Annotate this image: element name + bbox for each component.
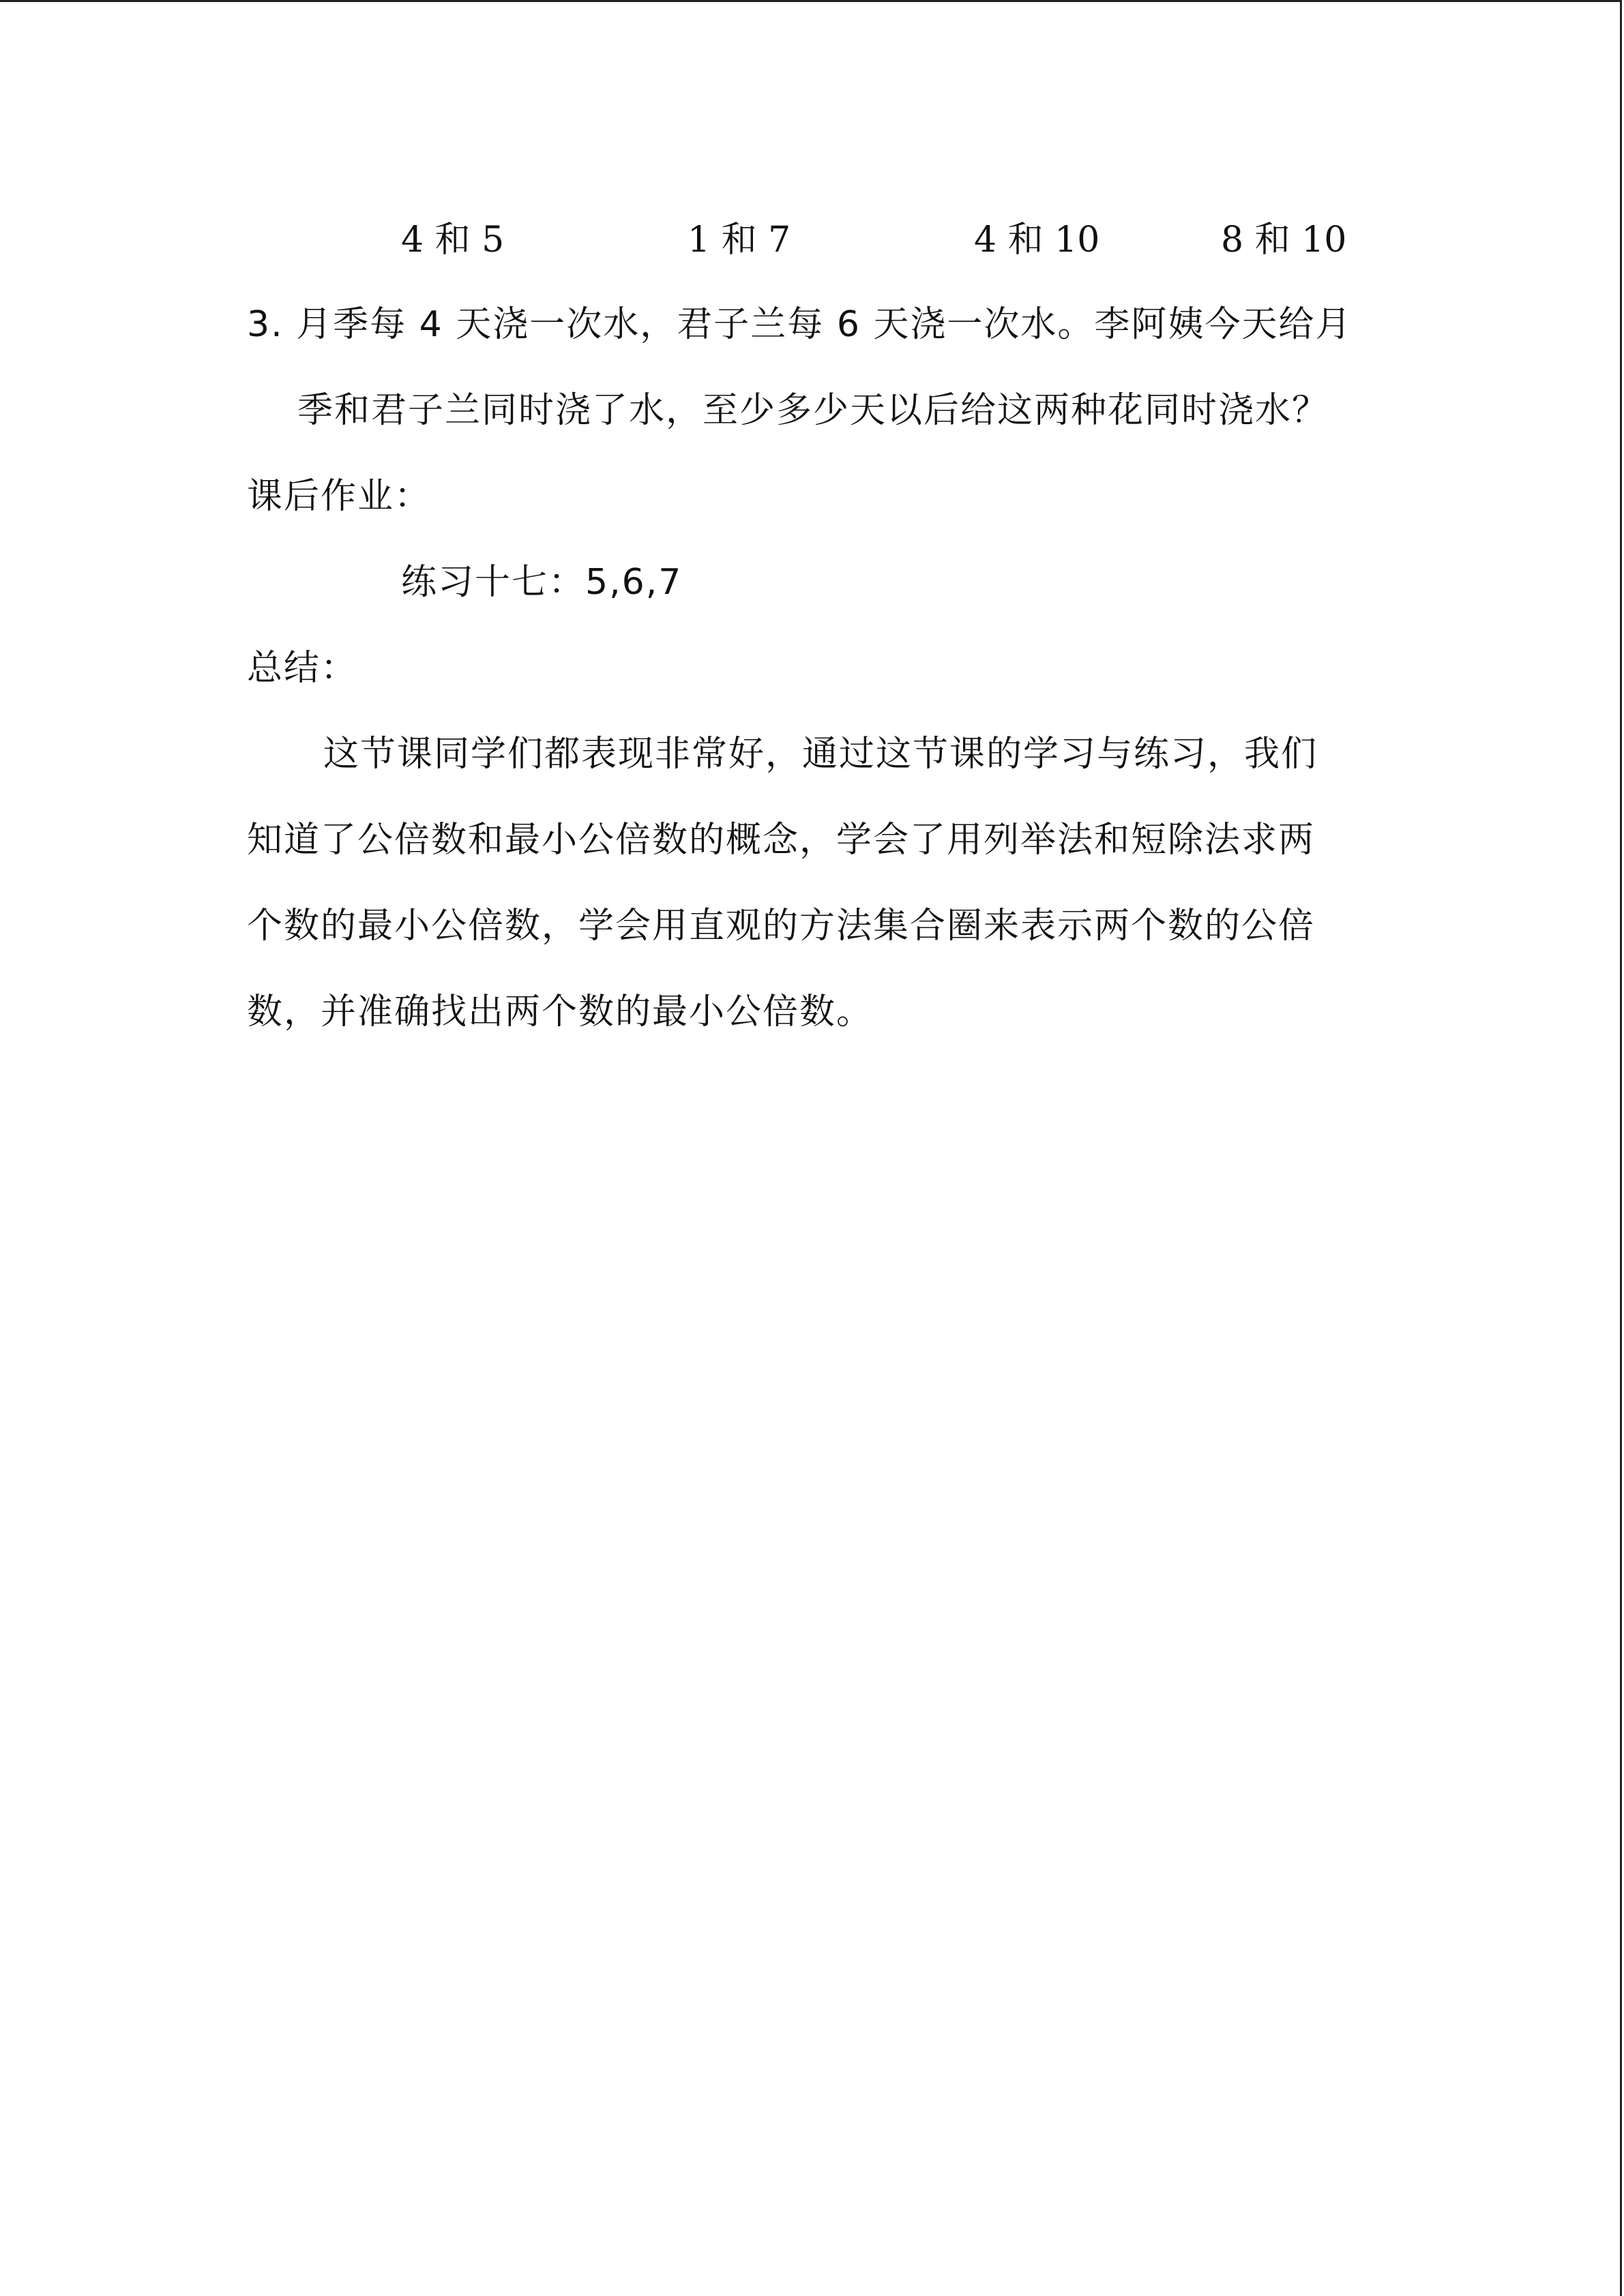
summary-line-4: 数，并准确找出两个数的最小公倍数。 — [247, 992, 874, 1032]
option-pair-4 — [1221, 218, 1346, 263]
summary-line-2: 知道了公倍数和最小公倍数的概念，学会了用列举法和短除法求两 — [247, 820, 1316, 861]
option-pair-2-a: 1 — [688, 220, 711, 260]
summary-line-3: 个数的最小公倍数，学会用直观的方法集合圈来表示两个数的公倍 — [247, 906, 1316, 946]
summary-line-1: 这节课同学们都表现非常好，通过这节课的学习与练习，我们 — [323, 734, 1318, 775]
option-pair-2-and: 和 — [721, 220, 757, 260]
option-pair-4-a: 8 — [1221, 220, 1244, 260]
option-pair-3 — [974, 218, 1099, 263]
option-pair-2-b: 7 — [768, 220, 791, 260]
option-pair-1-a: 4 — [401, 220, 424, 260]
question-3-line-1: 3. 月季每 4 天浇一次水，君子兰每 6 天浇一次水。李阿姨今天给月 — [247, 304, 1353, 345]
option-pair-2 — [688, 218, 791, 263]
homework-content: 练习十七：5,6,7 — [401, 562, 683, 603]
option-pair-1 — [401, 218, 504, 263]
summary-heading: 总结： — [247, 648, 358, 689]
option-pair-3-and: 和 — [1007, 220, 1044, 260]
question-3-line-2: 季和君子兰同时浇了水，至少多少天以后给这两种花同时浇水？ — [297, 390, 1329, 431]
option-pair-3-b: 10 — [1054, 220, 1100, 260]
option-pair-3-a: 4 — [974, 220, 997, 260]
option-pair-4-and: 和 — [1254, 220, 1290, 260]
option-pair-4-b: 10 — [1301, 220, 1347, 260]
homework-heading: 课后作业： — [247, 476, 432, 517]
option-pair-1-b: 5 — [482, 220, 505, 260]
option-pair-1-and: 和 — [434, 220, 471, 260]
